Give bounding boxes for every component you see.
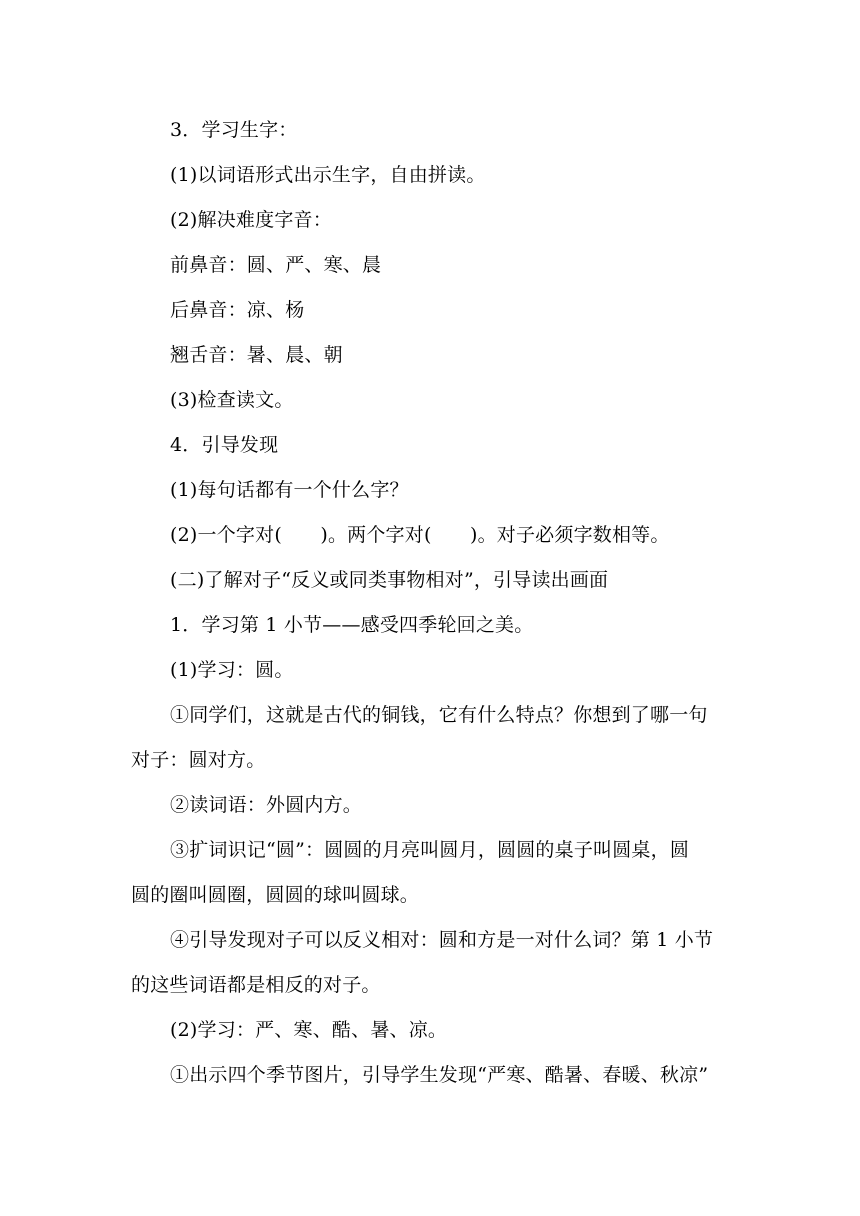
paragraph-line: ④引导发现对子可以反义相对：圆和方是一对什么词？第 1 小节 [170, 929, 714, 951]
paragraph-line: 后鼻音：凉、杨 [170, 299, 305, 321]
paragraph-line: 翘舌音：暑、晨、朝 [170, 344, 343, 366]
paragraph-line: 的这些词语都是相反的对子。 [131, 974, 381, 996]
paragraph-line: (1)以词语形式出示生字，自由拼读。 [170, 164, 486, 186]
heading-guide-discovery: 4．引导发现 [170, 434, 279, 456]
paragraph-line: (2)学习：严、寒、酷、暑、凉。 [170, 1019, 448, 1041]
paragraph-line: ②读词语：外圆内方。 [170, 794, 363, 816]
paragraph-line: (2)解决难度字音： [170, 209, 332, 231]
subsection-heading: 1．学习第 1 小节——感受四季轮回之美。 [170, 614, 534, 636]
section-heading: (二)了解对子“反义或同类事物相对”，引导读出画面 [170, 569, 609, 591]
heading-learn-characters: 3．学习生字： [170, 119, 298, 141]
paragraph-line: 圆的圈叫圆圈，圆圆的球叫圆球。 [131, 884, 420, 906]
paragraph-line: ③扩词识记“圆”：圆圆的月亮叫圆月，圆圆的桌子叫圆桌，圆 [170, 839, 690, 861]
paragraph-line: (3)检查读文。 [170, 389, 294, 411]
paragraph-line: 对子：圆对方。 [131, 749, 266, 771]
paragraph-line: (1)每句话都有一个什么字？ [170, 479, 409, 501]
paragraph-line: ①出示四个季节图片，引导学生发现“严寒、酷暑、春暖、秋凉” [170, 1064, 709, 1086]
paragraph-line: (1)学习：圆。 [170, 659, 294, 681]
paragraph-line: 前鼻音：圆、严、寒、晨 [170, 254, 382, 276]
paragraph-line: (2)一个字对( )。两个字对( )。对子必须字数相等。 [170, 524, 670, 546]
paragraph-line: ①同学们，这就是古代的铜钱，它有什么特点？你想到了哪一句 [170, 704, 708, 726]
